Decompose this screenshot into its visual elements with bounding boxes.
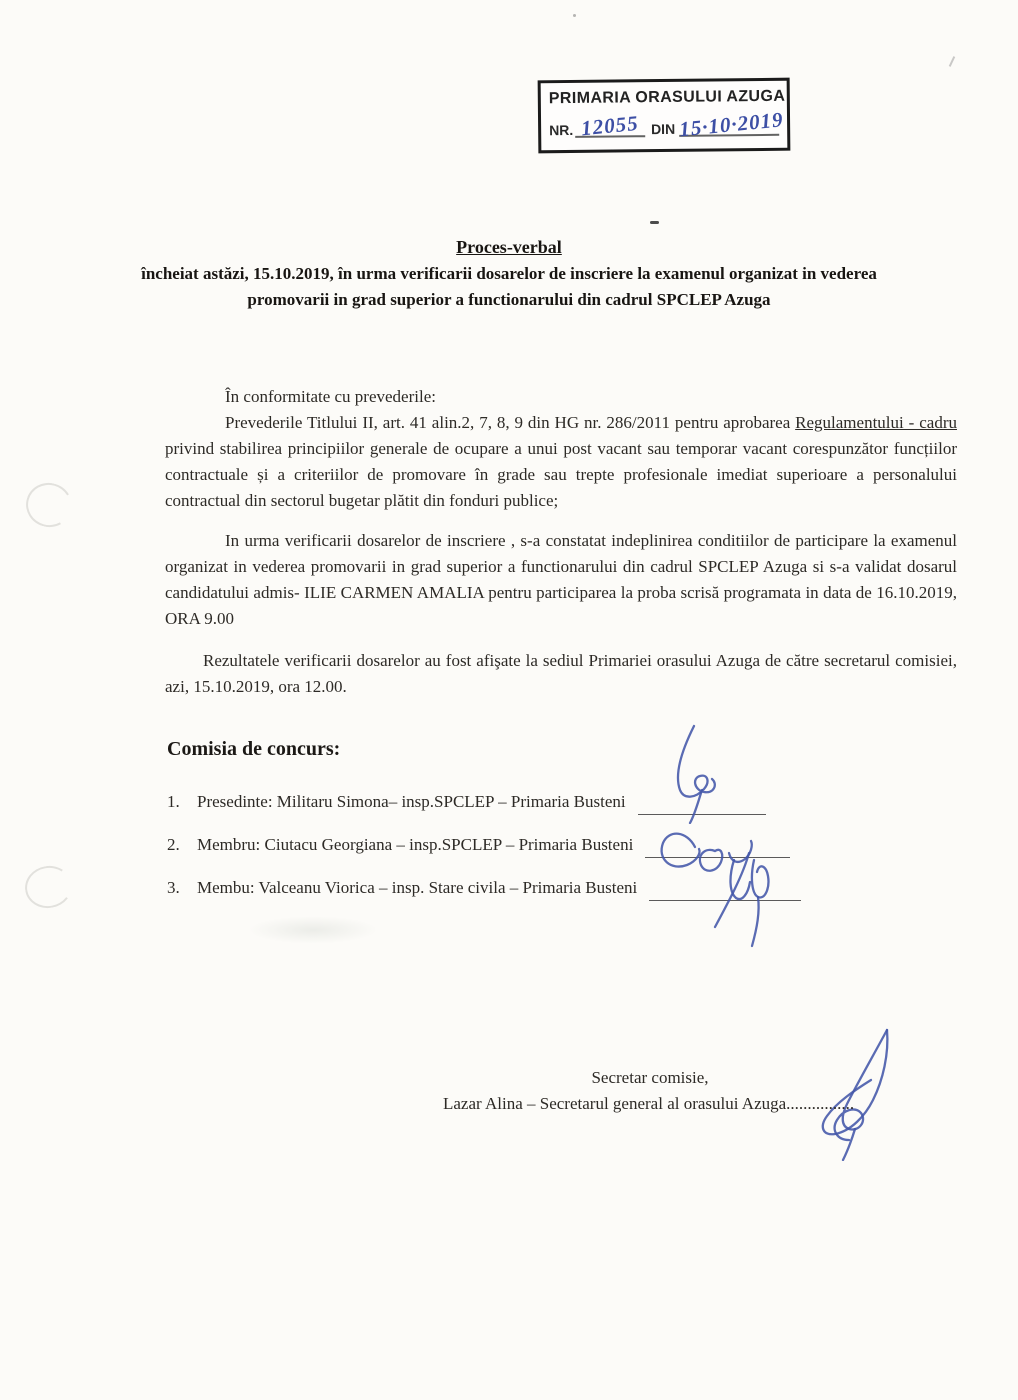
stamp-nr-label: NR. xyxy=(549,121,574,139)
stamp-din-label: DIN xyxy=(650,120,676,138)
scan-dot-artifact xyxy=(573,14,576,17)
signature-line xyxy=(645,855,790,858)
intro-line: În conformitate cu prevederile: xyxy=(225,387,436,406)
member-number: 3. xyxy=(167,878,180,897)
punch-hole-mark xyxy=(21,478,77,532)
member-number: 2. xyxy=(167,835,180,854)
stamp-institution-name: PRIMARIA ORASULUI AZUGA xyxy=(548,87,786,108)
stamp-nr-line xyxy=(575,110,645,141)
commission-member-row xyxy=(167,789,887,815)
legal-basis-paragraph xyxy=(165,410,957,514)
verification-result-paragraph: In urma verificarii dosarelor de inscriere , s-a constatat indeplinirea conditiilor de participare la examenul organizat in vederea promovarii in grad superior a functionarului din cadrul SPCLEP Azuga si s-a validat dosarul candidatului admis- ILIE CARMEN AMALIA pentru participarea la proba scrisă programata in data de 16.10.2019, ORA 9.00 xyxy=(165,531,957,628)
legal-basis-text-after: privind stabilirea principiilor generale de ocupare a unui post vacant sau temporar vacant corespunzător funcțiilor contractuale și a criteriilor de promovare în grade sau trepte profesionale imediat superioare a personalului contractual din sectorul bugetar plătit din fonduri publice; xyxy=(165,439,957,510)
document-body xyxy=(165,384,957,700)
member-text: Membu: Valceanu Viorica – insp. Stare civila – Primaria Busteni xyxy=(197,878,638,897)
stamp-date-handwritten-value: 15·10·2019 xyxy=(678,107,785,142)
commission-heading: Comisia de concurs: xyxy=(167,738,341,760)
registration-stamp xyxy=(538,78,791,154)
legal-basis-underlined-text: Regulamentului - cadru xyxy=(795,413,957,432)
stamp-nr-handwritten-value: 12055 xyxy=(580,110,640,141)
commission-member-row xyxy=(167,875,887,901)
secretary-name-line xyxy=(443,1094,854,1114)
results-posting-paragraph: Rezultatele verificarii dosarelor au fost afişate la sediul Primariei orasului Azuga de către secretarul comisiei, azi, 15.10.2019, ora 12.00. xyxy=(165,651,957,696)
secretary-role-line: Secretar comisie, xyxy=(591,1068,709,1087)
stamp-din-line xyxy=(678,107,785,142)
scan-tick-artifact xyxy=(949,56,955,67)
secretary-name-text: Lazar Alina – Secretarul general al orasului Azuga xyxy=(443,1094,787,1113)
signature-line xyxy=(638,812,766,815)
legal-basis-text-before: Prevederile Titlului II, art. 41 alin.2, 7, 8, 9 din HG nr. 286/2011 pentru aprobarea xyxy=(225,413,796,432)
member-text: Presedinte: Militaru Simona– insp.SPCLEP – Primaria Busteni xyxy=(197,792,626,811)
commission-member-row xyxy=(167,832,887,858)
scan-dash-artifact xyxy=(650,221,659,224)
member-number: 1. xyxy=(167,792,180,811)
punch-hole-mark xyxy=(22,862,76,912)
scan-smudge xyxy=(248,916,378,944)
member-text: Membru: Ciutacu Georgiana – insp.SPCLEP – Primaria Busteni xyxy=(197,835,634,854)
document-subtitle: încheiat astăzi, 15.10.2019, în urma verificarii dosarelor de inscriere la examenul organizat in vederea promovarii in grad superior a functionarului din cadrul SPCLEP Azuga xyxy=(141,264,877,309)
document-title: Proces-verbal xyxy=(456,237,562,257)
signature-dotted-line: ................ xyxy=(786,1094,855,1113)
signature-line xyxy=(649,898,801,901)
commission-section xyxy=(167,738,887,901)
